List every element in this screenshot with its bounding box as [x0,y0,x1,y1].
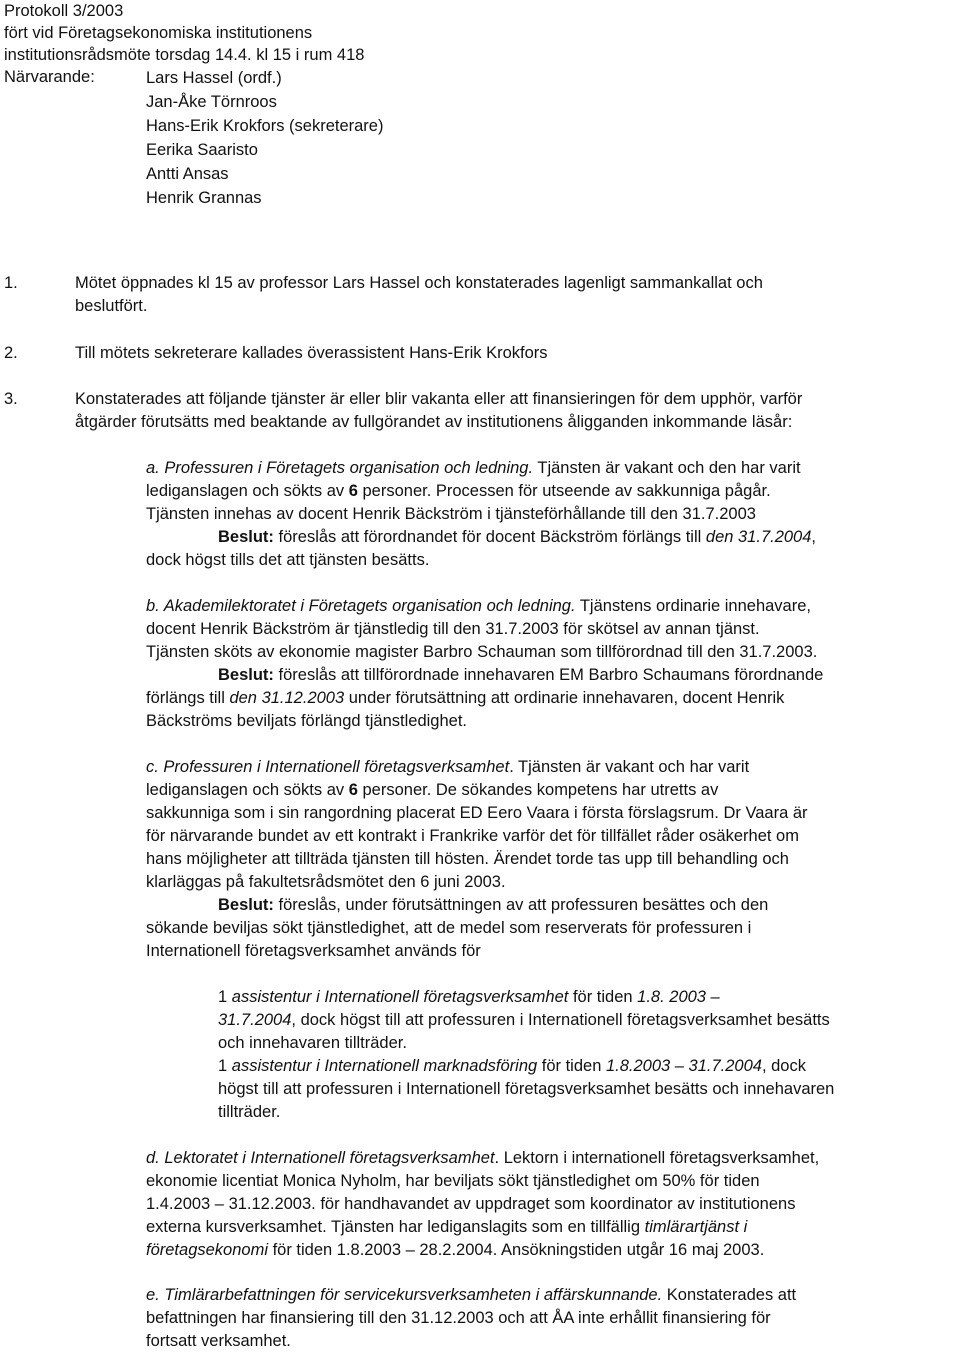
item-2-text: Till mötets sekreterare kallades överassistent Hans-Erik Krokfors [75,344,548,362]
item-3-text-cont: åtgärder förutsätts med beaktande av fullgörandet av institutionens åligganden inkommande läsår: [75,413,793,431]
sub-item-1-cont: 31.7.2004, dock högst till att professuren i Internationell företagsverksamhet besätts [218,1011,830,1029]
section-e-line: e. Timlärarbefattningen för servicekursverksamheten i affärskunnande. Konstaterades att [146,1286,797,1304]
section-d-title: d. Lektoratet i Internationell företagsverksamhet [146,1149,495,1167]
section-c-line: klarläggas på fakultetsrådsmötet den 6 juni 2003. [146,873,506,891]
section-d-line: 1.4.2003 – 31.12.2003. för handhavandet av uppdraget som koordinator av institutionens [146,1195,796,1213]
section-b-title: b. Akademilektoratet i Företagets organisation och ledning. [146,597,576,615]
section-c-line: sökande beviljas sökt tjänstledighet, att de medel som reserverats för professuren i [146,919,752,937]
meeting-info: institutionsrådsmöte torsdag 14.4. kl 15 i rum 418 [4,46,365,64]
section-d-line: externa kursverksamhet. Tjänsten har lediganslagits som en tillfällig timlärartjänst i [146,1218,748,1236]
item-1-text: Mötet öppnades kl 15 av professor Lars Hassel och konstaterades lagenligt sammankallat och [75,274,763,292]
item-number: 3. [4,390,18,408]
section-c-title: c. Professuren i Internationell företagsverksamhet [146,758,510,776]
sub-item-1: 1 assistentur i Internationell företagsverksamhet för tiden 1.8. 2003 – [218,988,720,1006]
beslut-label: Beslut: [218,528,274,546]
section-a-title: a. Professuren i Företagets organisation och ledning. [146,459,534,477]
sub-item-2: 1 assistentur i Internationell marknadsföring för tiden 1.8.2003 – 31.7.2004, dock [218,1057,806,1075]
sub-item-1-cont: och innehavaren tillträder. [218,1034,407,1052]
section-c-line: hans möjligheter att tillträda tjänsten till hösten. Ärendet torde tas upp till behandling och [146,850,789,868]
attendee: Eerika Saaristo [146,141,258,159]
item-3-text: Konstaterades att följande tjänster är eller blir vakanta eller att finansieringen för dem upphör, varför [75,390,803,408]
attendee: Jan-Åke Törnroos [146,93,277,111]
beslut-label: Beslut: [218,896,274,914]
sub-item-2-cont: tillträder. [218,1103,281,1121]
beslut-label: Beslut: [218,666,274,684]
section-e-line: fortsatt verksamhet. [146,1332,291,1350]
sub-item-2-cont: högst till att professuren i Internationell företagsverksamhet besätts och innehavaren [218,1080,835,1098]
protocol-title: Protokoll 3/2003 [4,2,124,20]
section-b-line: förlängs till den 31.12.2003 under förutsättning att ordinarie innehavaren, docent Henrik [146,689,785,707]
section-a-decision: Beslut: föreslås att förordnandet för docent Bäckström förlängs till den 31.7.2004, [218,528,817,546]
attendance-list [146,66,383,210]
section-e-title: e. Timlärarbefattningen för servicekursverksamheten i affärskunnande. [146,1286,663,1304]
attendance-label: Närvarande: [4,68,95,86]
attendee: Antti Ansas [146,165,229,183]
section-e-line: befattningen har finansiering till den 31.12.2003 och att ÅA inte erhållit finansiering för [146,1309,771,1327]
section-c-line: Internationell företagsverksamhet används för [146,942,481,960]
section-d-line: ekonomie licentiat Monica Nyholm, har beviljats sökt tjänstledighet om 50% för tiden [146,1172,760,1190]
item-number: 2. [4,344,18,362]
protocol-subtitle: fört vid Företagsekonomiska institutionens [4,24,313,42]
attendee: Lars Hassel (ordf.) [146,69,282,87]
section-d-line: d. Lektoratet i Internationell företagsverksamhet. Lektorn i internationell företagsverksamhet, [146,1149,820,1167]
section-a-line: lediganslagen och sökts av 6 personer. Processen för utseende av sakkunniga pågår. [146,482,771,500]
section-b-decision: Beslut: föreslås att tillförordnade innehavaren EM Barbro Schaumans förordnande [218,666,824,684]
section-b-line: b. Akademilektoratet i Företagets organisation och ledning. Tjänstens ordinarie innehavare, [146,597,811,615]
section-c-line: sakkunniga som i sin rangordning placerat ED Eero Vaara i första förslagsrum. Dr Vaara är [146,804,808,822]
section-b-line: docent Henrik Bäckström är tjänstledig till den 31.7.2003 för skötsel av annan tjänst. [146,620,760,638]
section-c-line: för närvarande bundet av ett kontrakt i Frankrike varför det för tillfället råder osäkerhet om [146,827,799,845]
section-a-line: Tjänsten innehas av docent Henrik Bäckström i tjänsteförhållande till den 31.7.2003 [146,505,756,523]
section-b-line: Bäckströms beviljats förlängd tjänstledighet. [146,712,467,730]
section-d-line: företagsekonomi för tiden 1.8.2003 – 28.2.2004. Ansökningstiden utgår 16 maj 2003. [146,1241,765,1259]
section-a-line: dock högst tills det att tjänsten besätts. [146,551,430,569]
section-a-line: a. Professuren i Företagets organisation och ledning. Tjänsten är vakant och den har varit [146,459,801,477]
section-b-line: Tjänsten sköts av ekonomie magister Barbro Schauman som tillförordnad till den 31.7.2003. [146,643,818,661]
section-c-decision: Beslut: föreslås, under förutsättningen av att professuren besättes och den [218,896,769,914]
section-c-line: lediganslagen och sökts av 6 personer. De sökandes kompetens har utretts av [146,781,719,799]
attendee: Hans-Erik Krokfors (sekreterare) [146,117,384,135]
attendee: Henrik Grannas [146,189,262,207]
item-number: 1. [4,274,18,292]
item-1-text-cont: beslutfört. [75,297,148,315]
section-c-line: c. Professuren i Internationell företagsverksamhet. Tjänsten är vakant och har varit [146,758,750,776]
